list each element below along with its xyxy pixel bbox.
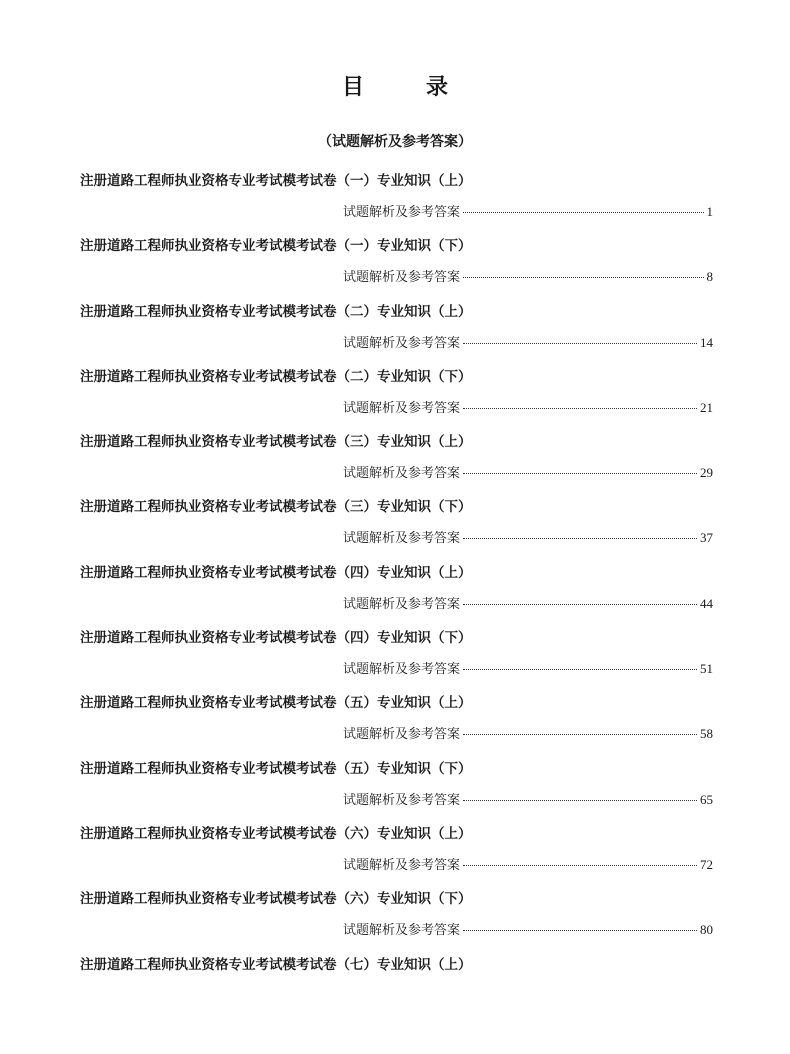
toc-chapter [80, 296, 720, 361]
toc-entry[interactable] [343, 658, 713, 677]
toc-entry-label: 试题解析及参考答案 [343, 270, 461, 286]
toc-entry-label: 试题解析及参考答案 [343, 923, 461, 939]
toc-chapter-title[interactable]: 注册道路工程师执业资格专业考试模考试卷（六）专业知识（上） [80, 825, 472, 842]
toc-chapter [80, 230, 720, 295]
toc-entry-label: 试题解析及参考答案 [343, 466, 461, 482]
toc-entry[interactable] [343, 919, 713, 938]
toc-chapter [80, 165, 720, 230]
dot-leader [463, 408, 697, 409]
toc-chapter [80, 622, 720, 687]
dot-leader [463, 343, 697, 344]
toc-page-number: 8 [706, 269, 713, 285]
toc-page-number: 51 [700, 661, 713, 677]
toc-chapter [80, 361, 720, 426]
toc-chapter-title[interactable]: 注册道路工程师执业资格专业考试模考试卷（三）专业知识（下） [80, 499, 472, 516]
dot-leader [463, 865, 697, 866]
toc-chapter [80, 753, 720, 818]
toc-chapter-title[interactable]: 注册道路工程师执业资格专业考试模考试卷（一）专业知识（上） [80, 173, 472, 189]
toc-chapter [80, 687, 720, 752]
toc-entry[interactable] [343, 723, 713, 742]
toc-entry[interactable] [343, 397, 713, 416]
dot-leader [463, 800, 697, 801]
toc-page-number: 21 [700, 399, 713, 415]
dot-leader [463, 538, 697, 539]
toc-chapter-title[interactable]: 注册道路工程师执业资格专业考试模考试卷（三）专业知识（上） [80, 434, 472, 451]
toc-chapter [80, 883, 720, 948]
toc-chapter-title[interactable]: 注册道路工程师执业资格专业考试模考试卷（二）专业知识（下） [80, 368, 472, 385]
toc-chapter [80, 949, 720, 1014]
toc-chapter-title[interactable]: 注册道路工程师执业资格专业考试模考试卷（七）专业知识（上） [80, 956, 472, 973]
toc-entry[interactable] [343, 332, 713, 351]
toc-chapter [80, 491, 720, 556]
toc-chapter [80, 818, 720, 883]
dot-leader [463, 604, 697, 605]
table-of-contents [80, 165, 720, 1014]
toc-chapter-title[interactable]: 注册道路工程师执业资格专业考试模考试卷（二）专业知识（上） [80, 303, 472, 320]
toc-chapter [80, 557, 720, 622]
toc-entry-label: 试题解析及参考答案 [343, 205, 461, 220]
toc-page-number: 80 [700, 922, 713, 938]
toc-page-number: 65 [700, 791, 713, 807]
toc-entry[interactable] [343, 854, 713, 873]
toc-page-number: 44 [700, 595, 713, 611]
toc-entry-label: 试题解析及参考答案 [343, 596, 461, 612]
toc-page-number: 29 [700, 465, 713, 481]
toc-entry-label: 试题解析及参考答案 [343, 662, 461, 678]
toc-entry[interactable] [343, 593, 713, 612]
toc-page-number: 14 [700, 334, 713, 350]
toc-entry[interactable] [343, 201, 713, 220]
toc-chapter-title[interactable]: 注册道路工程师执业资格专业考试模考试卷（一）专业知识（下） [80, 238, 472, 255]
dot-leader [463, 669, 697, 670]
toc-entry[interactable] [343, 527, 713, 546]
dot-leader [463, 277, 703, 278]
dot-leader [463, 930, 697, 931]
toc-page-number: 37 [700, 530, 713, 546]
toc-chapter-title[interactable]: 注册道路工程师执业资格专业考试模考试卷（六）专业知识（下） [80, 891, 472, 908]
toc-entry[interactable] [343, 462, 713, 481]
toc-chapter-title[interactable]: 注册道路工程师执业资格专业考试模考试卷（四）专业知识（下） [80, 630, 472, 647]
toc-chapter [80, 426, 720, 491]
toc-chapter-title[interactable]: 注册道路工程师执业资格专业考试模考试卷（五）专业知识（上） [80, 695, 472, 712]
toc-entry-label: 试题解析及参考答案 [343, 531, 461, 547]
toc-page-number: 58 [700, 726, 713, 742]
dot-leader [463, 734, 697, 735]
dot-leader [463, 212, 703, 213]
dot-leader [463, 473, 697, 474]
toc-chapter-title[interactable]: 注册道路工程师执业资格专业考试模考试卷（四）专业知识（上） [80, 564, 472, 581]
toc-entry-label: 试题解析及参考答案 [343, 727, 461, 743]
toc-entry[interactable] [343, 266, 713, 285]
toc-entry-label: 试题解析及参考答案 [343, 400, 461, 416]
toc-entry-label: 试题解析及参考答案 [343, 335, 461, 351]
toc-entry-label: 试题解析及参考答案 [343, 792, 461, 808]
section-subtitle: （试题解析及参考答案） [318, 134, 472, 150]
toc-page-number: 72 [700, 856, 713, 872]
toc-chapter-title[interactable]: 注册道路工程师执业资格专业考试模考试卷（五）专业知识（下） [80, 760, 472, 777]
toc-page-number: 1 [706, 204, 713, 219]
toc-entry[interactable] [343, 789, 713, 808]
page-title: 目 录 [341, 75, 468, 100]
toc-entry-label: 试题解析及参考答案 [343, 857, 461, 873]
